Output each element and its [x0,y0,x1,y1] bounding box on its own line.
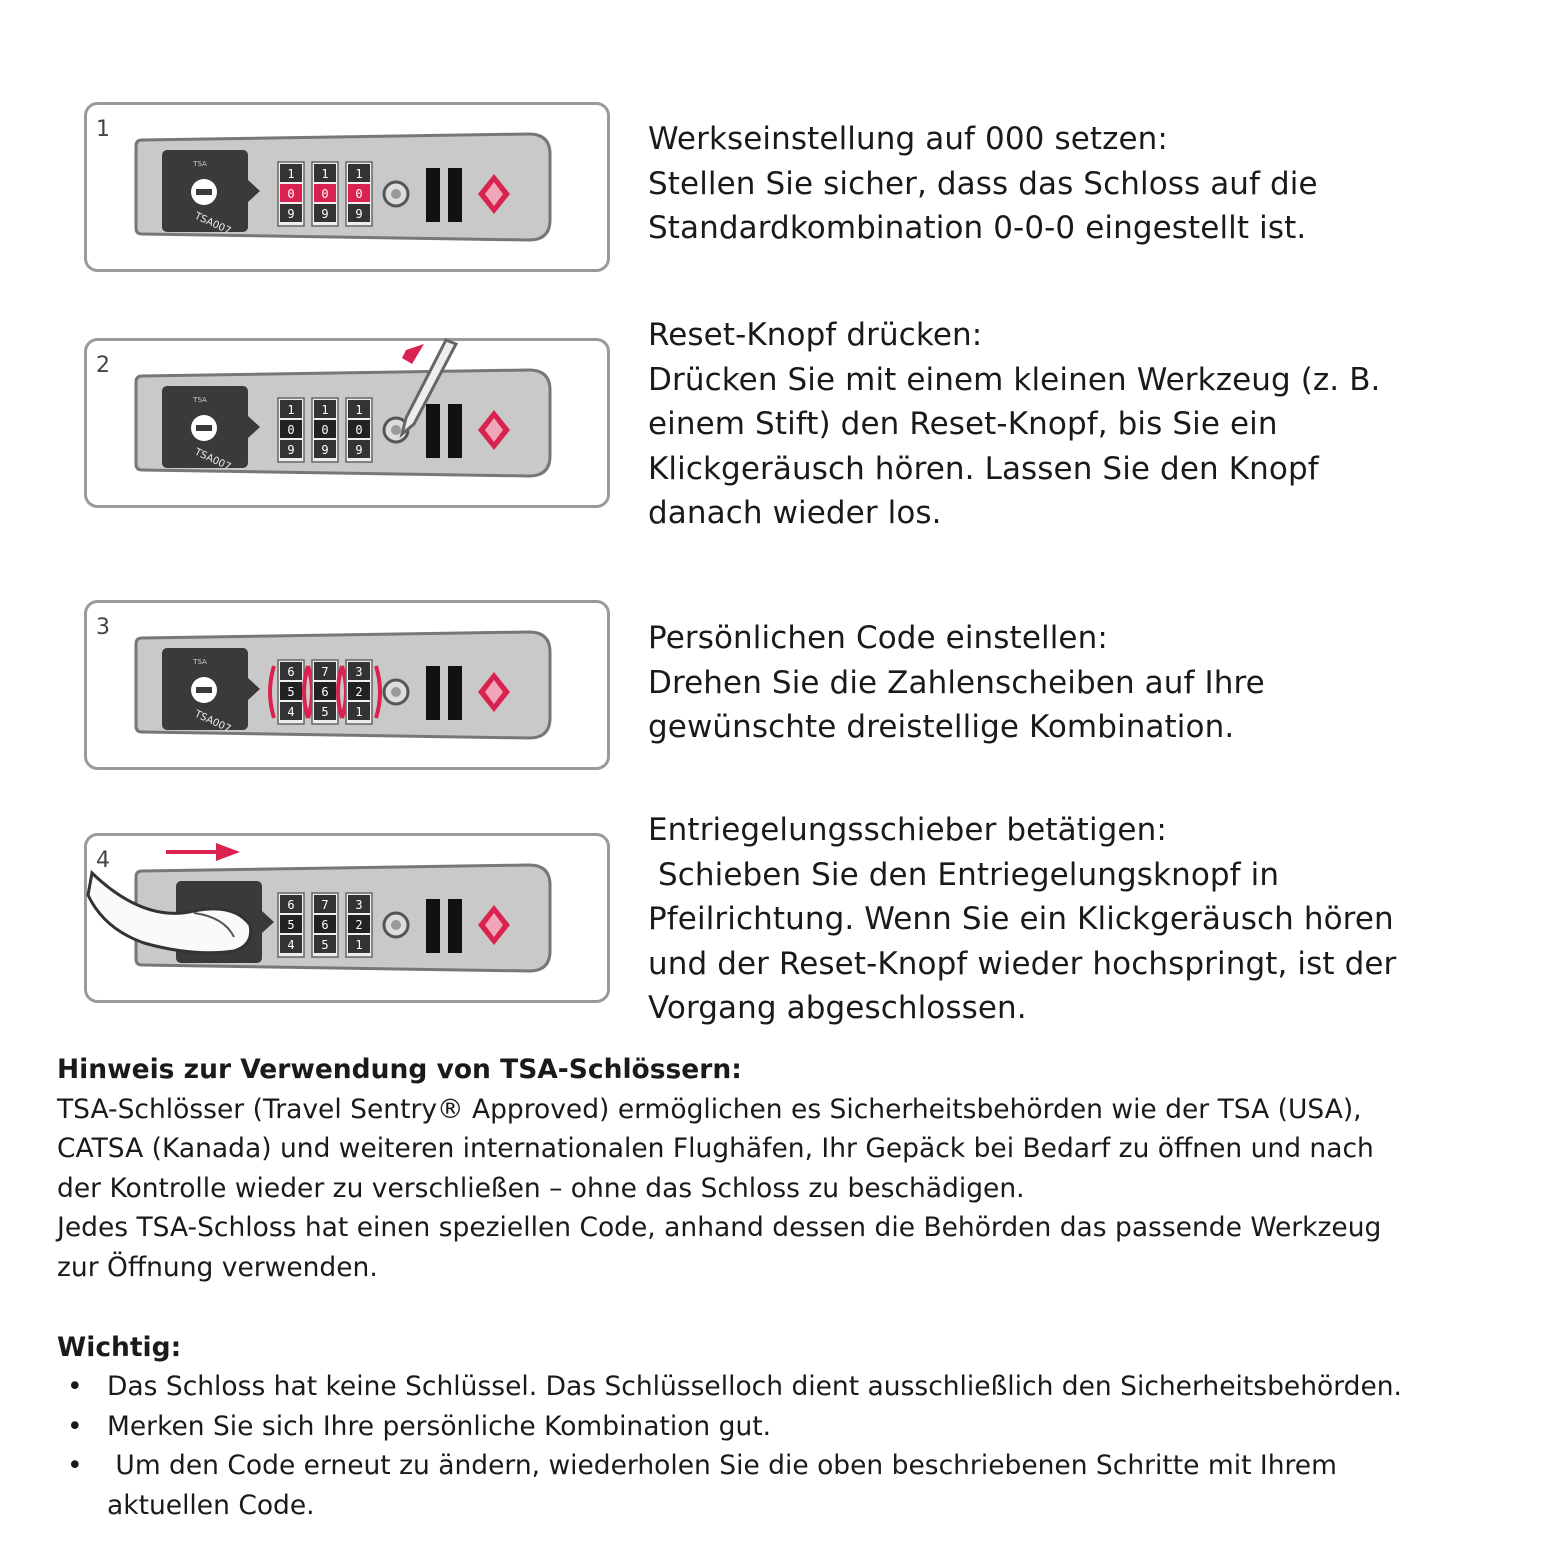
dial-digit: 4 [287,705,295,719]
latch-bar [426,168,440,222]
dial-digit: 9 [287,443,295,457]
dial-digit: 0 [287,187,295,201]
latch-bar [426,899,440,953]
dial-digit: 5 [321,938,329,952]
important-item-2: • Merken Sie sich Ihre persönliche Kombination gut. [57,1407,1537,1447]
reset-button-center [391,189,401,199]
dial-digit: 1 [355,167,363,181]
dial-digit: 0 [321,187,329,201]
latch-bar [448,404,462,458]
lock-code-label: TSA007 [192,446,233,474]
dial-digit: 9 [321,207,329,221]
step-2-line-3: Klickgeräusch hören. Lassen Sie den Knopf [648,450,1319,487]
dial-digit: 1 [321,403,329,417]
dial-digit: 1 [355,938,363,952]
step-3-heading: Persönlichen Code einstellen: [648,620,1108,656]
step-2-line-2: einem Stift) den Reset-Knopf, bis Sie ein [648,406,1278,443]
dial-digit: 0 [287,423,295,437]
dial-digit: 6 [321,685,329,699]
dial-digit: 6 [287,665,295,679]
dial-digit: 9 [287,207,295,221]
dial-digit: 5 [321,705,329,719]
latch-bar [426,666,440,720]
dial-digit: 1 [287,167,295,181]
bullet-icon: • [67,1450,83,1482]
important-heading-block [57,1328,1537,1368]
dial-digit: 0 [321,423,329,437]
lock-code-label: TSA007 [192,708,233,736]
step-4-text [648,808,1528,1031]
step-4-line-4: Vorgang abgeschlossen. [648,990,1027,1027]
lock-top-label: TSA [193,658,207,666]
dial-digit: 6 [321,918,329,932]
latch-bar [426,404,440,458]
step-4-heading: Entriegelungsschieber betätigen: [648,812,1167,848]
note-line-1: TSA-Schlösser (Travel Sentry® Approved) ermöglichen es Sicherheitsbehörden wie der TSA (USA), [57,1093,1362,1125]
step-3-line-2: gewünschte dreistellige Kombination. [648,709,1235,746]
dial-digit: 4 [287,938,295,952]
bullet-icon: • [67,1371,83,1402]
keyhole-slot-icon [196,425,212,431]
reset-button-center [391,425,401,435]
dial-digit: 6 [287,898,295,912]
note-line-3: der Kontrolle wieder zu verschließen – ohne das Schloss zu beschädigen. [57,1172,1025,1204]
dial-digit: 3 [355,898,363,912]
step-number: 3 [96,615,110,640]
note-line-2: CATSA (Kanada) und weiteren internationalen Flughäfen, Ihr Gepäck bei Bedarf zu öffnen und nach [57,1133,1374,1165]
step-number: 4 [96,848,110,873]
note-line-5: zur Öffnung verwenden. [57,1251,378,1283]
step-number: 1 [96,117,110,142]
dial-digit: 0 [355,423,363,437]
dial-digit: 3 [355,665,363,679]
dial-digit: 2 [355,918,363,932]
dial-digit: 1 [355,705,363,719]
dial-digit: 2 [355,685,363,699]
latch-bar [448,168,462,222]
step-1-line-1: Stellen Sie sicher, dass das Schloss auf die [648,165,1318,202]
step-3-text [648,616,1528,750]
dial-digit: 7 [321,898,329,912]
step-4-line-3: und der Reset-Knopf wieder hochspringt, ist der [648,945,1397,982]
dial-digit: 5 [287,918,295,932]
reset-button-center [391,920,401,930]
step-2-text [648,313,1528,536]
lock-top-label: TSA [193,396,207,404]
reset-button-center [391,687,401,697]
step-number: 2 [96,353,110,378]
step-3-line-1: Drehen Sie die Zahlenscheiben auf Ihre [648,664,1265,701]
dial-digit: 1 [321,167,329,181]
lock-diagram [84,338,610,508]
step-1-line-2: Standardkombination 0-0-0 eingestellt ist. [648,210,1307,247]
note-line-4: Jedes TSA-Schloss hat einen speziellen Code, anhand dessen die Behörden das passende Werkzeug [57,1212,1382,1244]
step-1-illustration [84,102,610,272]
dial-digit: 9 [355,207,363,221]
keyhole-slot-icon [196,189,212,195]
bullet-icon: • [67,1410,83,1442]
dial-digit: 9 [355,443,363,457]
step-2-illustration [84,338,610,508]
step-2-heading: Reset-Knopf drücken: [648,317,983,353]
important-item-1: • Das Schloss hat keine Schlüssel. Das Schlüsselloch dient ausschließlich den Sicherheitsbehörden. [57,1367,1537,1407]
lock-diagram [84,600,610,770]
dial-digit: 1 [355,403,363,417]
dial-digit: 5 [287,685,295,699]
latch-bar [448,666,462,720]
note-heading: Hinweis zur Verwendung von TSA-Schlössern: [57,1054,742,1085]
lock-diagram [84,833,610,1003]
step-4-line-2: Pfeilrichtung. Wenn Sie ein Klickgeräusch hören [648,901,1394,938]
step-3-illustration [84,600,610,770]
dial-digit: 9 [321,443,329,457]
dial-digit: 0 [355,187,363,201]
step-1-text [648,117,1528,251]
lock-top-label: TSA [193,160,207,168]
dial-digit: 7 [321,665,329,679]
lock-diagram [84,102,610,272]
dial-digit: 1 [287,403,295,417]
step-4-illustration [84,833,610,1003]
important-heading: Wichtig: [57,1332,182,1363]
step-2-line-4: danach wieder los. [648,495,942,532]
tsa-note [57,1050,1537,1288]
step-2-line-1: Drücken Sie mit einem kleinen Werkzeug (z. B. [648,361,1381,398]
important-item-3: • Um den Code erneut zu ändern, wiederholen Sie die oben beschriebenen Schritte mit Ihrem aktuellen Code. [57,1446,1537,1525]
slide-arrow-line [166,850,218,854]
keyhole-slot-icon [196,687,212,693]
step-1-heading: Werkseinstellung auf 000 setzen: [648,121,1168,157]
latch-bar [448,899,462,953]
lock-code-label: TSA007 [192,210,233,238]
step-4-line-1: Schieben Sie den Entriegelungsknopf in [648,856,1280,893]
important-list [57,1367,1537,1525]
